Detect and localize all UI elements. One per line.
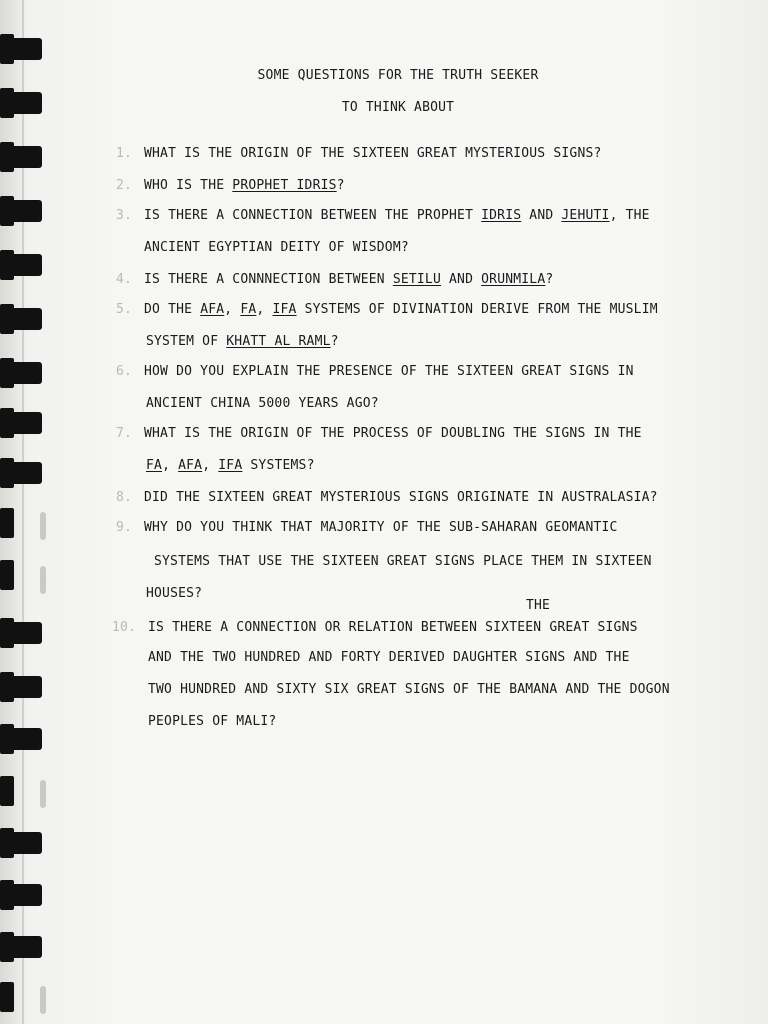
underlined-term: SETILU xyxy=(392,272,441,287)
underlined-term: JEHUTI xyxy=(561,208,610,223)
question-7-continuation xyxy=(146,458,315,473)
underlined-term: AFA xyxy=(178,458,203,473)
question-text: IS THERE A CONNECTION OR RELATION BETWEEN SIXTEEN GREAT SIGNS xyxy=(148,620,638,635)
question-5 xyxy=(116,302,658,317)
question-text: AND xyxy=(521,208,562,223)
separator: , xyxy=(224,302,241,317)
underlined-term: ORUNMILA xyxy=(481,272,546,287)
question-text: SYSTEMS? xyxy=(242,458,315,473)
question-number: 7. xyxy=(116,426,133,441)
question-text: WHY DO YOU THINK THAT MAJORITY OF THE SUB-SAHARAN GEOMANTIC xyxy=(144,520,618,535)
question-text: DO THE xyxy=(144,302,201,317)
underlined-term: AFA xyxy=(200,302,225,317)
question-10-continuation: AND THE TWO HUNDRED AND FORTY DERIVED DAUGHTER SIGNS AND THE xyxy=(148,650,630,665)
title-line-2: TO THINK ABOUT xyxy=(341,100,455,115)
question-text: HOW DO YOU EXPLAIN THE PRESENCE OF THE SIXTEEN GREAT SIGNS IN xyxy=(144,364,634,379)
handwritten-insert: THE xyxy=(526,598,551,613)
question-1 xyxy=(116,146,602,161)
question-5-continuation xyxy=(146,334,339,349)
question-number: 9. xyxy=(116,520,133,535)
question-8 xyxy=(116,490,658,505)
underlined-term: IDRIS xyxy=(481,208,522,223)
question-9-continuation: SYSTEMS THAT USE THE SIXTEEN GREAT SIGNS PLACE THEM IN SIXTEEN xyxy=(154,554,652,569)
question-text: WHAT IS THE ORIGIN OF THE PROCESS OF DOUBLING THE SIGNS IN THE xyxy=(144,426,642,441)
question-text: ? xyxy=(545,272,554,287)
question-number: 3. xyxy=(116,208,133,223)
separator: , xyxy=(202,458,219,473)
underlined-term: PROPHET IDRIS xyxy=(232,178,337,193)
question-6-continuation: ANCIENT CHINA 5000 YEARS AGO? xyxy=(146,396,379,411)
question-text: , THE xyxy=(609,208,650,223)
question-10-continuation-3: PEOPLES OF MALI? xyxy=(148,714,277,729)
underlined-term: IFA xyxy=(218,458,243,473)
question-text: AND xyxy=(441,272,482,287)
question-9 xyxy=(116,520,618,535)
underlined-term: IFA xyxy=(272,302,297,317)
question-3-continuation: ANCIENT EGYPTIAN DEITY OF WISDOM? xyxy=(144,240,409,255)
question-10 xyxy=(112,620,638,635)
question-9-continuation-2: HOUSES? xyxy=(146,586,203,601)
separator: , xyxy=(256,302,273,317)
question-text: IS THERE A CONNECTION BETWEEN THE PROPHET xyxy=(144,208,482,223)
question-text: ? xyxy=(330,334,339,349)
question-number: 1. xyxy=(116,146,133,161)
question-10-continuation-2: TWO HUNDRED AND SIXTY SIX GREAT SIGNS OF THE BAMANA AND THE DOGON xyxy=(148,682,670,697)
question-3 xyxy=(116,208,650,223)
question-number: 2. xyxy=(116,178,133,193)
question-text: WHO IS THE xyxy=(144,178,233,193)
question-text: IS THERE A CONNNECTION BETWEEN xyxy=(144,272,393,287)
question-number: 6. xyxy=(116,364,133,379)
underlined-term: KHATT AL RAML xyxy=(226,334,331,349)
question-number: 5. xyxy=(116,302,133,317)
separator: , xyxy=(162,458,179,473)
question-number: 4. xyxy=(116,272,133,287)
question-text: SYSTEM OF xyxy=(146,334,227,349)
question-7 xyxy=(116,426,642,441)
underlined-term: FA xyxy=(240,302,257,317)
question-text: DID THE SIXTEEN GREAT MYSTERIOUS SIGNS ORIGINATE IN AUSTRALASIA? xyxy=(144,490,658,505)
question-text: SYSTEMS OF DIVINATION DERIVE FROM THE MUSLIM xyxy=(296,302,658,317)
question-number: 8. xyxy=(116,490,133,505)
title-line-1: SOME QUESTIONS FOR THE TRUTH SEEKER xyxy=(257,68,539,83)
question-number: 10. xyxy=(112,620,137,635)
underlined-term: FA xyxy=(146,458,163,473)
question-6 xyxy=(116,364,634,379)
question-2 xyxy=(116,178,345,193)
question-text: WHAT IS THE ORIGIN OF THE SIXTEEN GREAT MYSTERIOUS SIGNS? xyxy=(144,146,602,161)
question-text: ? xyxy=(336,178,345,193)
question-4 xyxy=(116,272,553,287)
